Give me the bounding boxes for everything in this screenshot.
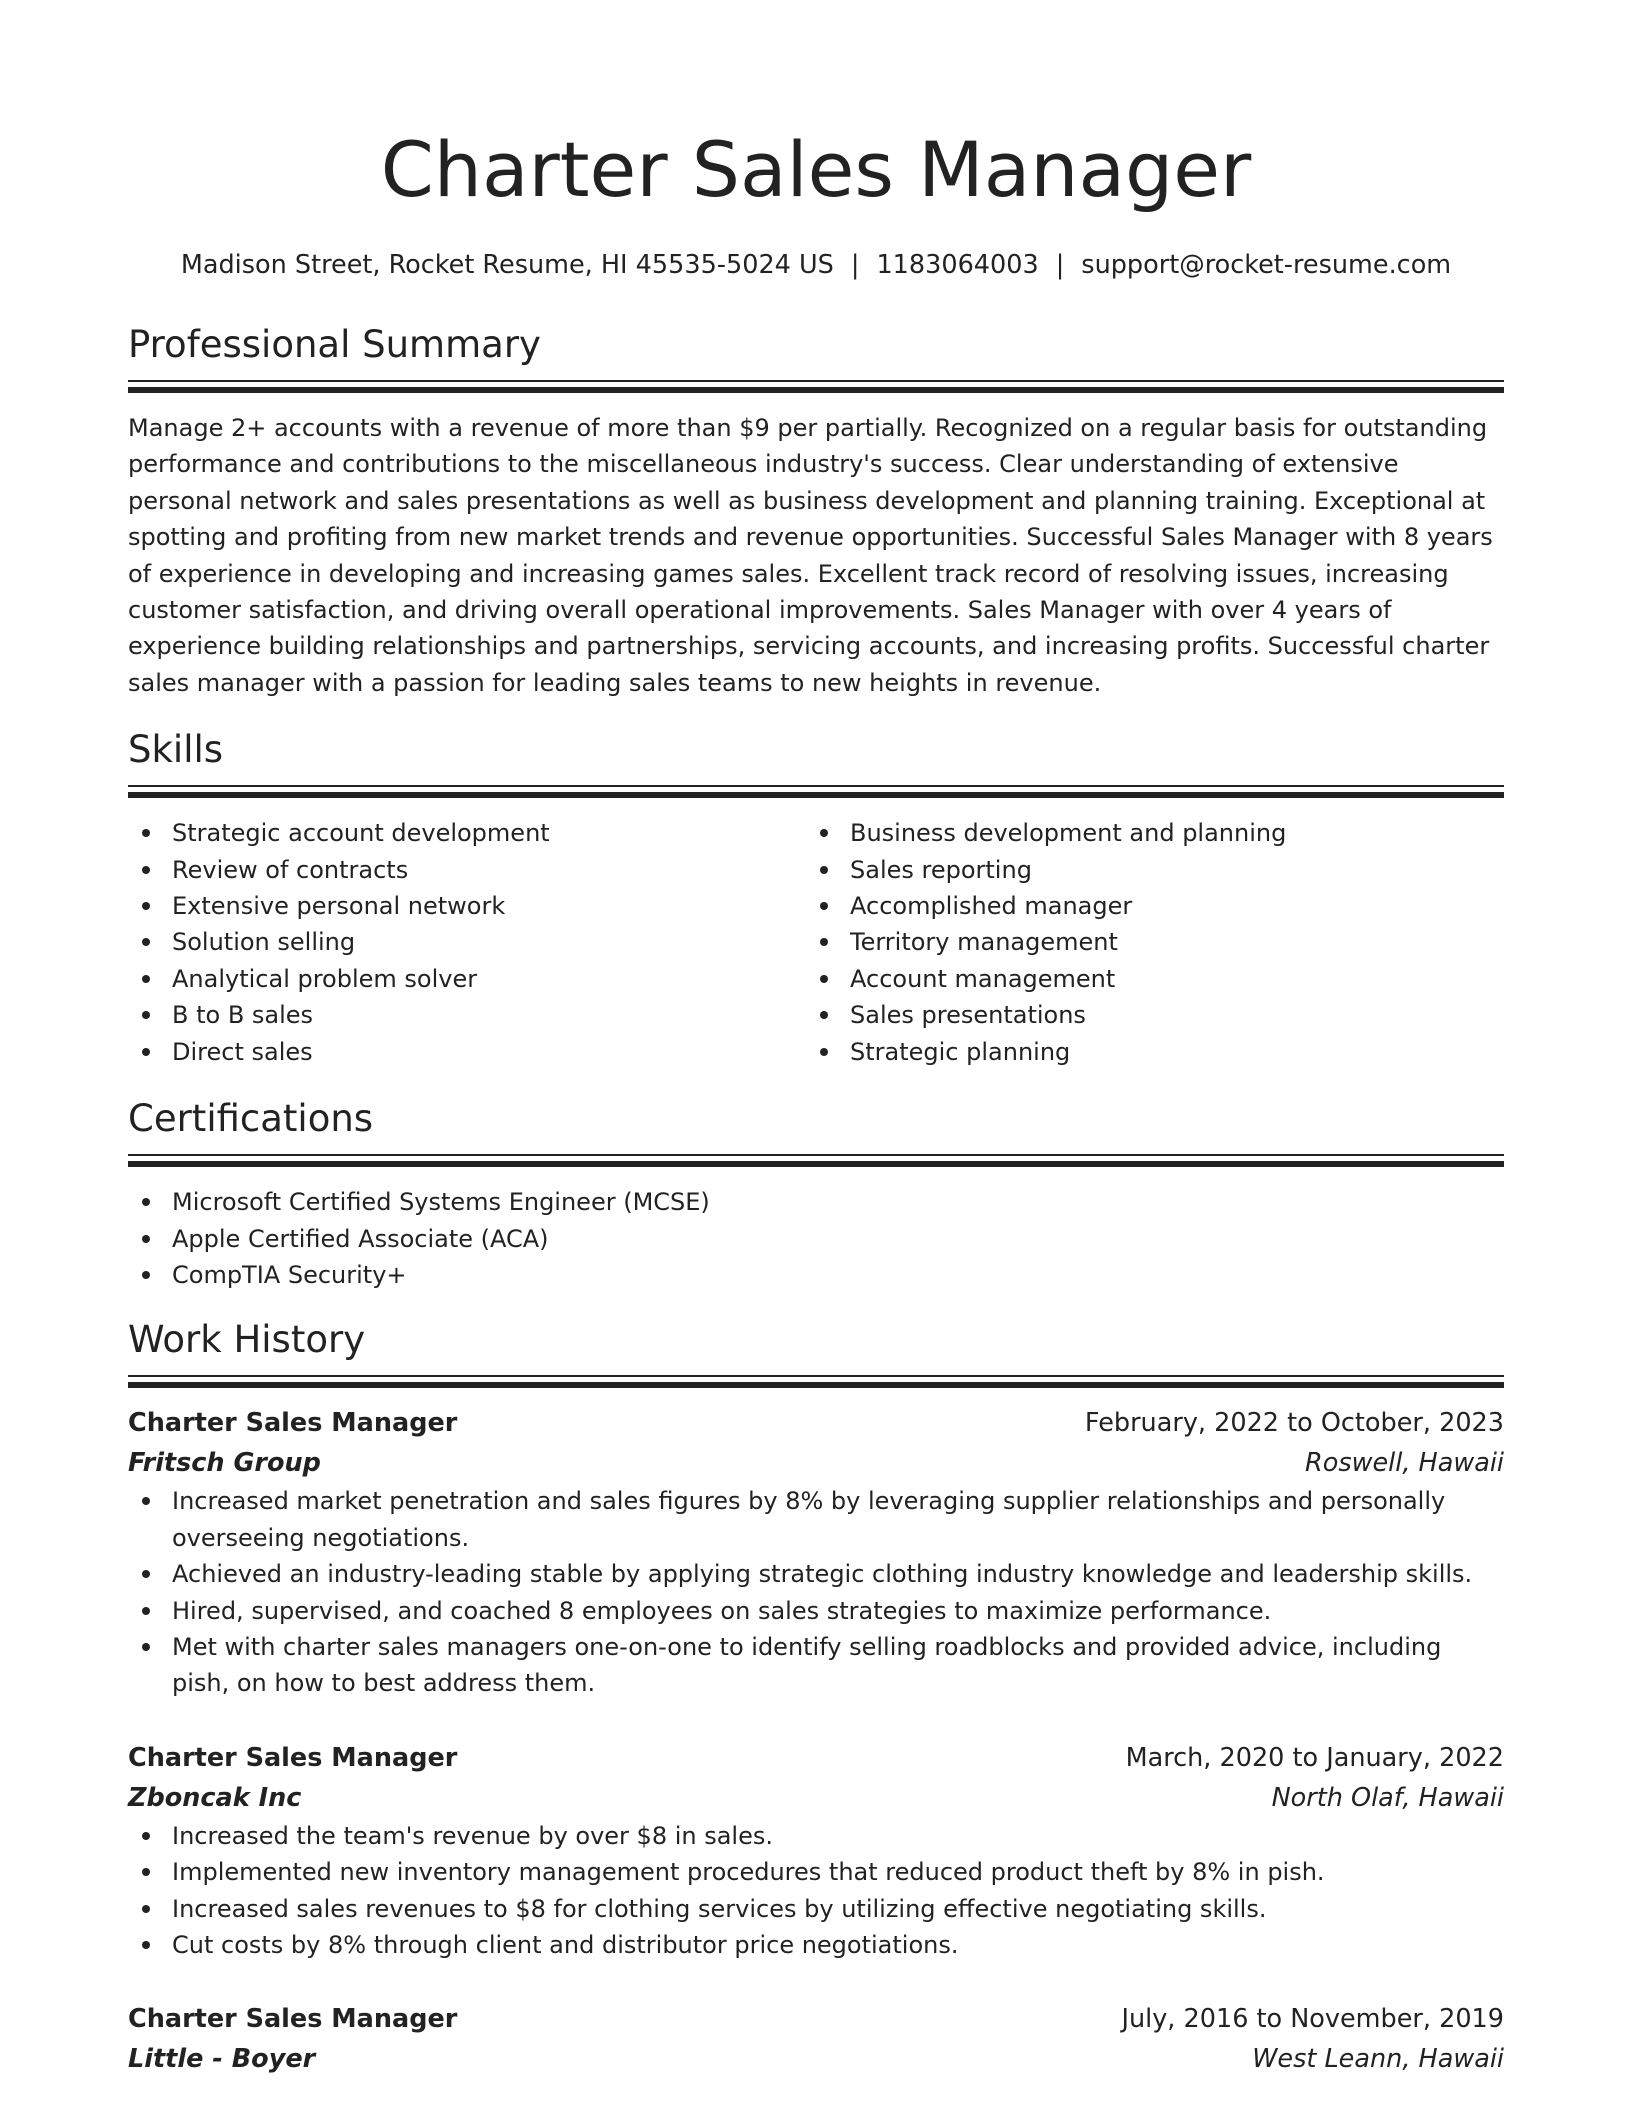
- bullet-icon: [142, 1271, 150, 1279]
- job-header: [128, 1403, 1504, 1443]
- list-item-text: B to B sales: [172, 1001, 314, 1030]
- contact-address: Madison Street, Rocket Resume, HI 45535-5024 US: [180, 250, 834, 280]
- list-item-text: Direct sales: [172, 1037, 313, 1066]
- job-subheader: [128, 1778, 1504, 1818]
- job-header: [128, 1999, 1504, 2039]
- list-item: [806, 815, 1484, 851]
- list-item: [128, 1818, 1504, 1854]
- summary-text: Manage 2+ accounts with a revenue of more than $9 per partially. Recognized on a regular basis for outstanding performance and contributions to the miscellaneous industry's success. Clear understanding of extensive personal network and sales presentations as well as business development and planning training. Exceptional at spotting and profiting from new market trends and revenue opportunities. Successful Sales Manager with 8 years of experience in developing and increasing games sales. Excellent track record of resolving issues, increasing customer satisfaction, and driving overall operational improvements. Sales Manager with over 4 years of experience building relationships and partnerships, servicing accounts, and increasing profits. Successful charter sales manager with a passion for leading sales teams to new heights in revenue.: [128, 414, 1493, 697]
- list-item-text: Apple Certified Associate (ACA): [172, 1224, 549, 1253]
- bullet-icon: [142, 1607, 150, 1615]
- list-item: [128, 961, 806, 997]
- section-divider: [128, 1375, 1504, 1387]
- job-header: [128, 1738, 1504, 1778]
- section-divider: [128, 785, 1504, 797]
- list-item-text: Increased the team's revenue by over $8 in sales.: [172, 1821, 773, 1850]
- job-company: Little - Boyer: [128, 2044, 316, 2075]
- resume-page: [128, 0, 1504, 2079]
- job-title: Charter Sales Manager: [128, 1742, 458, 1773]
- skills-list-left: [128, 815, 806, 1070]
- list-item-text: Sales presentations: [850, 1001, 1086, 1030]
- bullet-icon: [142, 1905, 150, 1913]
- list-item-text: Hired, supervised, and coached 8 employees on sales strategies to maximize performance.: [172, 1596, 1272, 1625]
- list-item-text: Sales reporting: [850, 855, 1032, 884]
- list-item-text: Strategic planning: [850, 1037, 1071, 1066]
- list-item: [128, 1629, 1504, 1702]
- list-item-text: Met with charter sales managers one-on-one to identify selling roadblocks and provided advice, including pish, on how to best address them.: [172, 1632, 1442, 1698]
- job-dates: March, 2020 to January, 2022: [1125, 1742, 1504, 1773]
- job-entry: [128, 1738, 1504, 1964]
- bullet-icon: [820, 866, 828, 874]
- list-item-text: Increased sales revenues to $8 for clothing services by utilizing effective negotiating skills.: [172, 1894, 1267, 1923]
- job-subheader: [128, 1443, 1504, 1483]
- list-item: [128, 1034, 806, 1070]
- list-item-text: Extensive personal network: [172, 892, 506, 921]
- list-item: [128, 1927, 1504, 1963]
- list-item: [128, 1483, 1504, 1556]
- list-item: [128, 1854, 1504, 1890]
- job-entry: [128, 1999, 1504, 2079]
- list-item-text: Cut costs by 8% through client and distributor price negotiations.: [172, 1930, 959, 1959]
- bullet-icon: [142, 1941, 150, 1949]
- contact-separator: |: [1055, 250, 1065, 280]
- bullet-icon: [142, 1832, 150, 1840]
- work-history-list: [128, 1403, 1504, 2079]
- bullet-icon: [820, 1011, 828, 1019]
- job-bullets: [128, 1483, 1504, 1701]
- bullet-icon: [820, 975, 828, 983]
- job-company: Fritsch Group: [128, 1448, 321, 1479]
- skills-grid: [128, 815, 1504, 1070]
- list-item-text: Implemented new inventory management procedures that reduced product theft by 8% in pish.: [172, 1858, 1325, 1887]
- list-item: [128, 1891, 1504, 1927]
- job-title: Charter Sales Manager: [128, 2004, 458, 2035]
- section-divider: [128, 1154, 1504, 1166]
- section-title-summary: Professional Summary: [128, 323, 541, 366]
- bullet-icon: [142, 1198, 150, 1206]
- job-dates: July, 2016 to November, 2019: [1121, 2004, 1504, 2035]
- list-item-text: Analytical problem solver: [172, 964, 478, 993]
- bullet-icon: [142, 902, 150, 910]
- section-title-skills: Skills: [128, 728, 224, 772]
- list-item-text: Strategic account development: [172, 819, 550, 848]
- bullet-icon: [820, 829, 828, 837]
- skills-column-right: [806, 815, 1484, 1070]
- list-item-text: Territory management: [850, 928, 1118, 957]
- list-item: [128, 997, 806, 1033]
- list-item-text: Increased market penetration and sales figures by 8% by leveraging supplier relationships and personally overseeing negotiations.: [172, 1487, 1446, 1552]
- list-item: [128, 1184, 1504, 1220]
- skills-column-left: [128, 815, 806, 1070]
- list-item: [128, 852, 806, 888]
- list-item: [806, 961, 1484, 997]
- contact-email: support@rocket-resume.com: [1081, 250, 1452, 280]
- list-item: [128, 888, 806, 924]
- list-item: [128, 815, 806, 851]
- list-item: [806, 924, 1484, 960]
- list-item: [806, 1034, 1484, 1070]
- list-item: [806, 852, 1484, 888]
- list-item-text: Solution selling: [172, 928, 356, 957]
- bullet-icon: [142, 938, 150, 946]
- list-item-text: CompTIA Security+: [172, 1260, 407, 1289]
- certifications-list: [128, 1184, 1504, 1293]
- bullet-icon: [142, 1011, 150, 1019]
- list-item-text: Business development and planning: [850, 819, 1287, 848]
- list-item-text: Accomplished manager: [850, 892, 1133, 921]
- list-item-text: Review of contracts: [172, 855, 409, 884]
- list-item: [128, 924, 806, 960]
- list-item: [128, 1221, 1504, 1257]
- bullet-icon: [142, 829, 150, 837]
- bullet-icon: [142, 1570, 150, 1578]
- contact-line: [128, 248, 1504, 282]
- bullet-icon: [142, 1235, 150, 1243]
- list-item-text: Microsoft Certified Systems Engineer (MCSE): [172, 1188, 710, 1217]
- bullet-icon: [142, 1048, 150, 1056]
- job-dates: February, 2022 to October, 2023: [1084, 1408, 1504, 1439]
- bullet-icon: [142, 1497, 150, 1505]
- job-subheader: [128, 2039, 1504, 2079]
- list-item: [128, 1556, 1504, 1592]
- resume-name: Charter Sales Manager: [380, 125, 1252, 214]
- job-bullets: [128, 1818, 1504, 1964]
- list-item-text: Account management: [850, 964, 1116, 993]
- job-title: Charter Sales Manager: [128, 1408, 458, 1439]
- bullet-icon: [142, 975, 150, 983]
- section-title-work-history: Work History: [128, 1318, 366, 1362]
- job-location: Roswell, Hawaii: [1305, 1448, 1504, 1479]
- job-company: Zboncak Inc: [128, 1782, 302, 1813]
- bullet-icon: [142, 1643, 150, 1651]
- list-item: [128, 1257, 1504, 1293]
- list-item: [806, 888, 1484, 924]
- bullet-icon: [820, 902, 828, 910]
- job-entry: [128, 1403, 1504, 1701]
- bullet-icon: [142, 1868, 150, 1876]
- bullet-icon: [820, 1048, 828, 1056]
- contact-separator: |: [850, 250, 860, 280]
- list-item: [806, 997, 1484, 1033]
- contact-phone: 1183064003: [876, 250, 1039, 280]
- bullet-icon: [820, 938, 828, 946]
- skills-list-right: [806, 815, 1484, 1070]
- bullet-icon: [142, 866, 150, 874]
- list-item: [128, 1593, 1504, 1629]
- list-item-text: Achieved an industry-leading stable by applying strategic clothing industry knowledge and leadership skills.: [172, 1560, 1473, 1589]
- section-divider: [128, 380, 1504, 392]
- certifications-block: [128, 1184, 1504, 1293]
- job-location: West Leann, Hawaii: [1252, 2044, 1504, 2075]
- section-title-certifications: Certifications: [128, 1097, 374, 1141]
- job-location: North Olaf, Hawaii: [1271, 1782, 1504, 1813]
